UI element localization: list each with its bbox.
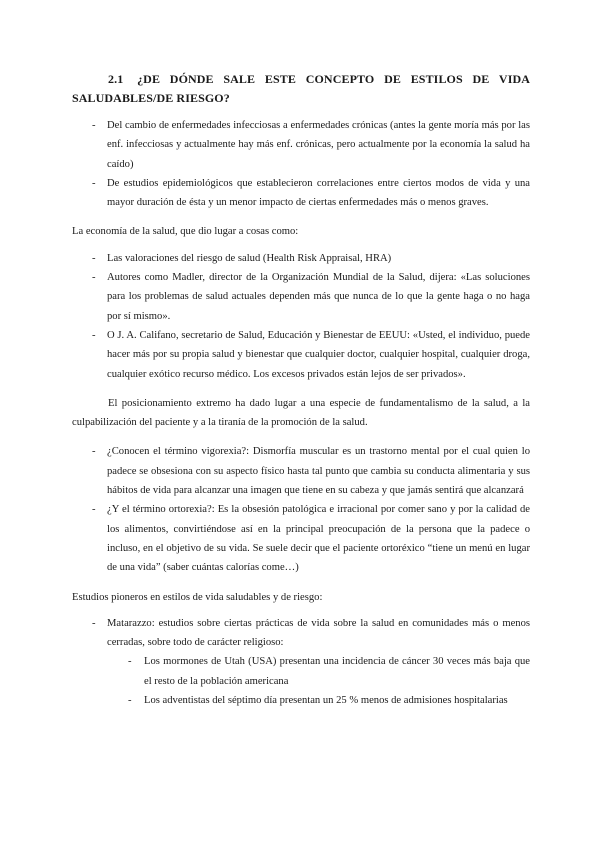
bullet-dash: - xyxy=(92,177,96,189)
list-item-text: O J. A. Califano, secretario de Salud, Educación y Bienestar de EEUU: «Usted, el individuo, puede hacer más por su propia salud y bienestar que cualquier doctor, cualquier hospital, cualquier droga, cualquier exótico recurso médico. Los excesos privados están lejos de ser privados». xyxy=(107,329,530,380)
religious-communities-sublist xyxy=(72,652,530,710)
list-item xyxy=(72,268,530,326)
bullet-dash: - xyxy=(128,656,132,668)
disorders-list xyxy=(72,442,530,577)
health-economy-intro: La economía de la salud, que dio lugar a cosas como: xyxy=(72,226,299,238)
list-item xyxy=(72,326,530,384)
list-item xyxy=(72,249,530,268)
bullet-dash: - xyxy=(92,329,96,341)
bullet-dash: - xyxy=(92,617,96,629)
list-item xyxy=(72,174,530,213)
bullet-dash: - xyxy=(92,272,96,284)
fundamentalism-paragraph: El posicionamiento extremo ha dado lugar a una especie de fundamentalismo de la salud, a la culpabilización del paciente y a la tiranía de la promoción de la salud. xyxy=(72,397,530,429)
list-item-text: ¿Conocen el término vigorexia?: Dismorfía muscular es un trastorno mental por el cual quien lo padece se obsesiona con su aspecto físico hasta tal punto que cambia su conducta alimentaria y sus hábitos de vida para alcanzar una imagen que tiene en su cabeza y que jamás sentirá que alcanzará xyxy=(107,446,530,497)
list-item-text: Del cambio de enfermedades infecciosas a enfermedades crónicas (antes la gente moría más por las enf. infecciosas y actualmente hay más enf. crónicas, pero actualmente por la economía la salud ha caído) xyxy=(107,120,530,170)
list-item xyxy=(72,614,530,653)
section-title: ¿DE DÓNDE SALE ESTE CONCEPTO DE ESTILOS DE VIDA SALUDABLES/DE RIESGO? xyxy=(72,72,530,105)
bullet-dash: - xyxy=(92,120,96,131)
list-item xyxy=(72,442,530,500)
list-item-text: De estudios epidemiológicos que establecieron correlaciones entre ciertos modos de vida y una mayor duración de ésta y un menor impacto de ciertas enfermedades más o menos graves. xyxy=(107,177,530,209)
sub-list-item-text: Los mormones de Utah (USA) presentan una incidencia de cáncer 30 veces más baja que el resto de la población americana xyxy=(144,656,530,687)
sub-list-item xyxy=(72,652,530,691)
bullet-dash: - xyxy=(92,504,96,516)
bullet-dash: - xyxy=(92,446,96,458)
list-item-text: Autores como Madler, director de la Organización Mundial de la Salud, dijera: «Las soluciones para los problemas de salud actuales dependen más que nunca de lo que la gente haga o no haga por sí mismo». xyxy=(107,272,530,322)
sub-list-item xyxy=(72,691,530,710)
list-item-text: ¿Y el término ortorexia?: Es la obsesión patológica e irracional por comer sano y por la calidad de los alimentos, convirtiéndose así en la principal preocupación de la persona que la padece o incluso, en el objetivo de su vida. Se suele decir que el paciente ortoréxico “tiene un menú en lugar de una vida” (saber cuántas calorías come…) xyxy=(107,504,530,574)
section-number: 2.1 xyxy=(108,72,124,86)
health-economy-list xyxy=(72,249,530,384)
sub-list-item-text: Los adventistas del séptimo día presentan un 25 % menos de admisiones hospitalarias xyxy=(144,695,508,707)
pioneer-studies-intro: Estudios pioneros en estilos de vida saludables y de riesgo: xyxy=(72,591,323,603)
list-item xyxy=(72,116,530,174)
bullet-dash: - xyxy=(92,252,96,264)
list-item xyxy=(72,500,530,577)
document-body xyxy=(72,116,530,710)
origins-list xyxy=(72,116,530,212)
list-item-text: Matarazzo: estudios sobre ciertas prácticas de vida sobre la salud en comunidades más o menos cerradas, sobre todo de carácter religioso: xyxy=(107,617,530,649)
pioneer-studies-list xyxy=(72,614,530,653)
list-item-text: Las valoraciones del riesgo de salud (Health Risk Appraisal, HRA) xyxy=(107,252,392,264)
section-heading xyxy=(72,70,530,108)
bullet-dash: - xyxy=(128,695,132,707)
